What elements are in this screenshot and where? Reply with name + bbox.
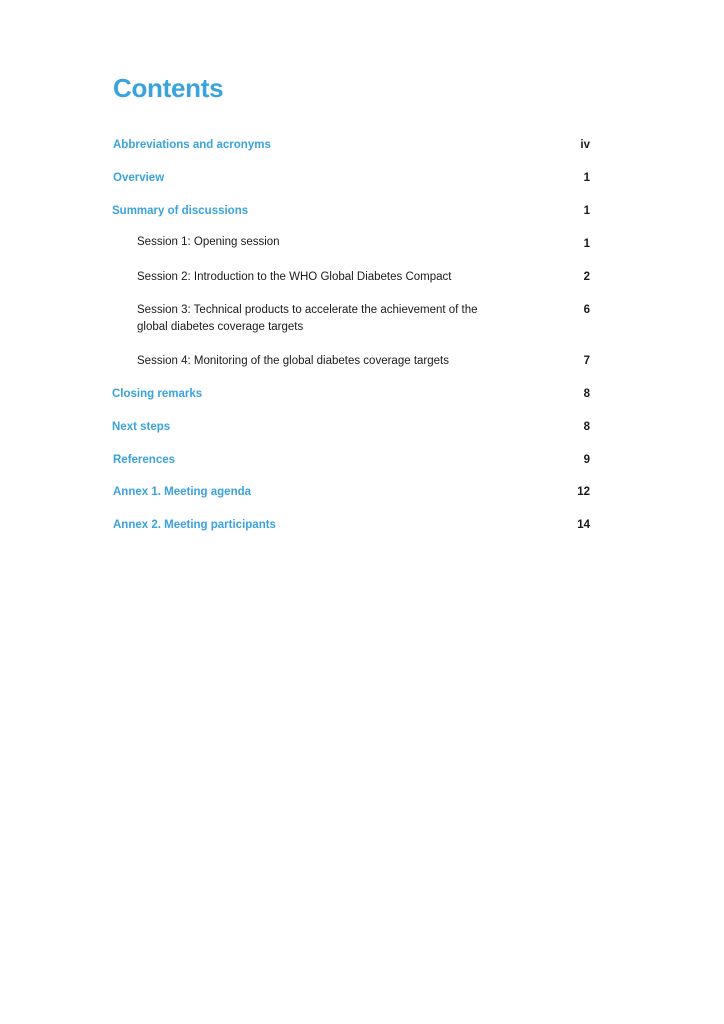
- page-title: Contents: [113, 73, 224, 103]
- toc-entry-page-number: 14: [577, 519, 590, 531]
- toc-entry-annex-1[interactable]: [0, 484, 724, 504]
- toc-entry-page-number: 1: [583, 205, 590, 217]
- toc-entry-label: Abbreviations and acronyms: [113, 139, 271, 151]
- toc-entry-label: Overview: [113, 172, 165, 184]
- toc-entry-next-steps[interactable]: [0, 419, 724, 439]
- toc-entry-page-number: 7: [583, 355, 590, 367]
- toc-entry-page-number: 1: [583, 238, 590, 250]
- toc-entry-label: Annex 2. Meeting participants: [113, 519, 276, 531]
- toc-entry-page-number: iv: [580, 139, 590, 151]
- toc-entry-abbreviations[interactable]: [0, 137, 724, 157]
- toc-entry-page-number: 9: [583, 454, 590, 466]
- toc-entry-session-2[interactable]: [0, 269, 724, 289]
- toc-entry-summary-of-discussions[interactable]: [0, 203, 724, 223]
- toc-entry-page-number: 6: [583, 304, 590, 316]
- toc-entry-session-3[interactable]: [0, 302, 724, 338]
- toc-entry-label: Next steps: [112, 421, 171, 433]
- toc-entry-session-1[interactable]: [0, 234, 724, 254]
- toc-entry-overview[interactable]: [0, 170, 724, 190]
- toc-entry-label: Session 1: Opening session: [137, 236, 280, 248]
- toc-entry-label: Session 4: Monitoring of the global diabetes coverage targets: [137, 355, 449, 367]
- toc-entry-page-number: 2: [583, 271, 590, 283]
- toc-entry-label: Session 3: Technical products to accelerate the achievement of the global diabetes coverage targets: [137, 304, 478, 333]
- toc-entry-annex-2[interactable]: [0, 517, 724, 537]
- toc-entry-label: Annex 1. Meeting agenda: [113, 486, 252, 498]
- toc-entry-page-number: 8: [583, 388, 590, 400]
- toc-entry-label: Closing remarks: [112, 388, 203, 400]
- toc-entry-label: Summary of discussions: [112, 205, 249, 217]
- toc-entry-references[interactable]: [0, 452, 724, 472]
- toc-entry-label: Session 2: Introduction to the WHO Global Diabetes Compact: [137, 271, 452, 283]
- toc-entry-session-4[interactable]: [0, 353, 724, 373]
- toc-entry-closing-remarks[interactable]: [0, 386, 724, 406]
- toc-entry-page-number: 1: [583, 172, 590, 184]
- toc-entry-page-number: 8: [583, 421, 590, 433]
- toc-entry-page-number: 12: [577, 486, 590, 498]
- toc-entry-label: References: [113, 454, 176, 466]
